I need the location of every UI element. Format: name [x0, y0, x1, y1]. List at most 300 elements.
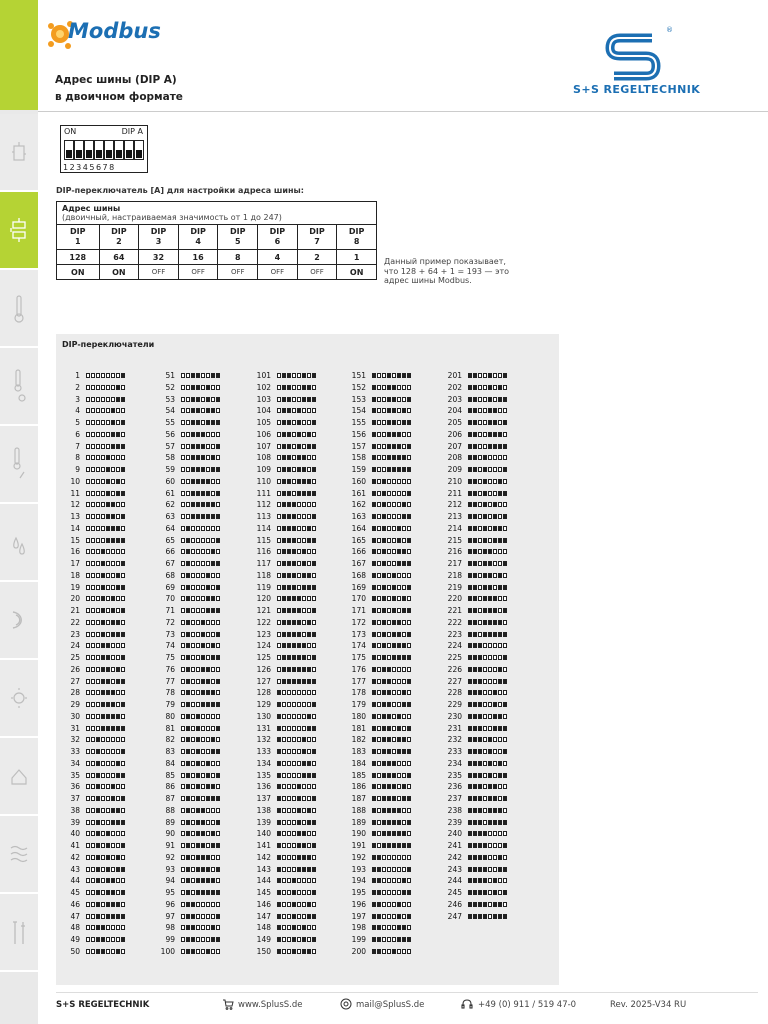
dip-combination-bit	[101, 373, 105, 378]
dip-combination-bit	[191, 526, 195, 531]
dip-combination-bit	[96, 937, 100, 942]
dip-combination-number: 10	[70, 476, 80, 486]
dip-combination-bit	[277, 655, 281, 660]
dip-combination-bit	[101, 867, 105, 872]
footer-mail-link[interactable]: mail@SplusS.de	[356, 1000, 425, 1010]
dip-combination-bit	[493, 820, 497, 825]
dip-combination-bit	[387, 549, 391, 554]
sidebar-item-3[interactable]	[0, 270, 38, 348]
dip-combination-bit	[302, 867, 306, 872]
dip-combination-bit	[503, 420, 507, 425]
dip-combination-bit	[277, 549, 281, 554]
dip-combination-row	[253, 887, 316, 898]
dip-combination-bit	[407, 831, 411, 836]
dip-combination-bit	[196, 867, 200, 872]
dip-combination-bit	[377, 643, 381, 648]
dip-combination-number: 62	[165, 500, 175, 510]
dip-combination-bit	[402, 843, 406, 848]
dip-header-number: 8	[353, 237, 360, 246]
dip-combination-number: 46	[70, 899, 80, 909]
dip-combination-bit	[116, 737, 120, 742]
dip-combination-bit	[216, 761, 220, 766]
dip-combination-pattern	[86, 479, 125, 484]
dip-combination-bit	[493, 397, 497, 402]
dip-combination-bit	[473, 831, 477, 836]
dip-combination-bit	[292, 397, 296, 402]
dip-combination-bit	[106, 643, 110, 648]
dip-combination-bit	[106, 890, 110, 895]
sidebar-item-11[interactable]	[0, 894, 38, 972]
dip-combination-bit	[287, 408, 291, 413]
dip-combination-bit	[211, 596, 215, 601]
dip-combination-bit	[503, 878, 507, 883]
dip-combination-bit	[106, 843, 110, 848]
dip-combination-bit	[201, 538, 205, 543]
dip-combination-bit	[483, 549, 487, 554]
dip-combination-pattern	[372, 867, 411, 872]
dip-combination-bit	[282, 420, 286, 425]
dip-combination-bit	[206, 491, 210, 496]
dip-combination-bit	[483, 455, 487, 460]
dip-combination-number: 238	[447, 805, 462, 815]
dip-combination-bit	[282, 573, 286, 578]
dip-combination-bit	[312, 761, 316, 766]
dip-combination-bit	[503, 385, 507, 390]
dip-combination-bit	[392, 749, 396, 754]
dip-combination-bit	[91, 397, 95, 402]
dip-combination-pattern	[277, 491, 316, 496]
dip-combination-bit	[297, 455, 301, 460]
dip-combination-bit	[181, 455, 185, 460]
dip-combination-row	[348, 699, 411, 710]
dip-combination-bit	[478, 502, 482, 507]
dip-combination-bit	[101, 855, 105, 860]
dip-combination-row	[62, 922, 125, 933]
dip-combination-bit	[392, 890, 396, 895]
dip-combination-bit	[277, 808, 281, 813]
dip-combination-bit	[297, 679, 301, 684]
dip-combination-bit	[307, 420, 311, 425]
dip-combination-bit	[116, 455, 120, 460]
dip-combination-bit	[312, 444, 316, 449]
dip-combination-pattern	[372, 714, 411, 719]
dip-combination-bit	[377, 831, 381, 836]
dip-combination-pattern	[181, 690, 220, 695]
dip-combination-bit	[307, 373, 311, 378]
dip-combination-row	[253, 805, 316, 816]
dip-combination-bit	[201, 714, 205, 719]
dip-combination-bit	[468, 526, 472, 531]
dip-combination-bit	[106, 796, 110, 801]
dip-combination-bit	[181, 949, 185, 954]
dip-combination-bit	[478, 526, 482, 531]
dip-combination-bit	[181, 538, 185, 543]
dip-combination-bit	[186, 773, 190, 778]
dip-combination-bit	[196, 479, 200, 484]
dip-combination-pattern	[372, 655, 411, 660]
dip-combination-bit	[106, 690, 110, 695]
dip-combination-row	[348, 852, 411, 863]
dip-combination-row	[444, 699, 507, 710]
dip-combination-bit	[96, 878, 100, 883]
dip-combination-bit	[493, 596, 497, 601]
drops-icon	[10, 522, 28, 562]
dip-combination-bit	[191, 749, 195, 754]
dip-combination-bit	[111, 949, 115, 954]
dip-combination-bit	[498, 667, 502, 672]
sidebar-item-9[interactable]	[0, 738, 38, 816]
dip-combination-bit	[196, 573, 200, 578]
dip-combination-bit	[402, 538, 406, 543]
dip-combination-bit	[493, 714, 497, 719]
dip-combination-bit	[111, 643, 115, 648]
dip-combination-bit	[292, 902, 296, 907]
dip-combination-bit	[196, 397, 200, 402]
sidebar-item-7[interactable]	[0, 582, 38, 660]
dip-combination-number: 169	[351, 582, 366, 592]
dip-combination-row	[62, 828, 125, 839]
dip-combination-bit	[211, 502, 215, 507]
dip-combination-row	[348, 429, 411, 440]
dip-combination-number: 74	[165, 641, 175, 651]
dip-combination-number: 122	[256, 617, 271, 627]
dip-combination-pattern	[277, 408, 316, 413]
dip-combination-bit	[473, 585, 477, 590]
dip-combination-pattern	[181, 632, 220, 637]
dip-combination-bit	[106, 784, 110, 789]
dip-combination-number: 243	[447, 864, 462, 874]
dip-combination-row	[253, 699, 316, 710]
dip-combination-bit	[111, 573, 115, 578]
dip-state-cell: OFF	[218, 265, 258, 280]
dip-combination-bit	[473, 761, 477, 766]
dip-combination-bit	[307, 831, 311, 836]
dip-combination-bit	[503, 467, 507, 472]
sidebar-item-10[interactable]	[0, 816, 38, 894]
sidebar-item-5[interactable]	[0, 426, 38, 504]
dip-combination-bit	[116, 643, 120, 648]
dip-combination-bit	[387, 538, 391, 543]
dip-combination-row	[444, 723, 507, 734]
dip-combination-bit	[277, 538, 281, 543]
dip-combination-bit	[91, 902, 95, 907]
dip-combination-bit	[297, 561, 301, 566]
dip-combination-number: 45	[70, 888, 80, 897]
dip-combination-bit	[488, 491, 492, 496]
dip-combination-bit	[387, 749, 391, 754]
dip-combination-bit	[277, 679, 281, 684]
dip-combination-row	[62, 676, 125, 687]
dip-combination-bit	[387, 796, 391, 801]
dip-combination-bit	[503, 784, 507, 789]
dip-combination-pattern	[468, 726, 507, 731]
dip-combination-bit	[216, 679, 220, 684]
dip-combination-number: 153	[351, 394, 366, 404]
dip-combination-bit	[372, 925, 376, 930]
dip-combination-row	[348, 593, 411, 604]
dip-combination-bit	[387, 773, 391, 778]
dip-combination-bit	[196, 784, 200, 789]
dip-combination-bit	[86, 479, 90, 484]
dip-combination-number: 182	[351, 735, 366, 745]
dip-combination-row	[348, 887, 411, 898]
dip-combination-bit	[498, 526, 502, 531]
dip-combination-bit	[382, 491, 386, 496]
dip-combination-bit	[312, 937, 316, 942]
dip-combination-bit	[287, 643, 291, 648]
page-title-line2: в двоичном формате	[55, 91, 183, 103]
dip-combination-bit	[186, 655, 190, 660]
footer-web-link[interactable]: www.SplusS.de	[238, 1000, 303, 1010]
dip-combination-bit	[211, 549, 215, 554]
dip-combination-bit	[503, 432, 507, 437]
dip-combination-bit	[96, 737, 100, 742]
dip-combination-bit	[211, 444, 215, 449]
dip-combination-bit	[473, 467, 477, 472]
dip-combination-bit	[206, 667, 210, 672]
dip-combination-bit	[211, 702, 215, 707]
dip-combination-bit	[382, 914, 386, 919]
dip-combination-number: 186	[351, 782, 366, 792]
dip-combination-bit	[302, 925, 306, 930]
dip-combination-pattern	[277, 831, 316, 836]
dip-combination-bit	[468, 514, 472, 519]
dip-combination-bit	[468, 397, 472, 402]
dip-combination-bit	[106, 444, 110, 449]
dip-combination-pattern	[86, 467, 125, 472]
sidebar-item-1[interactable]	[0, 114, 38, 192]
dip-combination-bit	[397, 538, 401, 543]
dip-combination-bit	[488, 502, 492, 507]
dip-combination-bit	[397, 890, 401, 895]
dip-combination-pattern	[86, 573, 125, 578]
dip-combination-bit	[372, 514, 376, 519]
dip-combination-row	[157, 640, 220, 651]
dip-combination-bit	[206, 914, 210, 919]
dip-combination-bit	[483, 373, 487, 378]
dip-combination-number: 224	[447, 641, 462, 651]
dip-combination-bit	[483, 890, 487, 895]
dip-combination-bit	[382, 702, 386, 707]
dip-combination-bit	[407, 714, 411, 719]
dip-header-label: DIP	[190, 227, 206, 236]
dip-combination-bit	[473, 914, 477, 919]
sidebar-item-6[interactable]	[0, 504, 38, 582]
dip-combination-row	[157, 499, 220, 510]
dip-combination-bit	[488, 455, 492, 460]
dip-combination-pattern	[277, 643, 316, 648]
dip-combination-bit	[116, 526, 120, 531]
dip-combination-bit	[216, 420, 220, 425]
dip-combination-number: 66	[165, 547, 175, 557]
dip-combination-bit	[86, 726, 90, 731]
dip-combination-bit	[101, 831, 105, 836]
dip-combination-row	[444, 370, 507, 381]
sensor-icon	[10, 132, 28, 172]
dip-combination-bit	[201, 408, 205, 413]
dip-combination-bit	[483, 385, 487, 390]
dip-combination-bit	[96, 467, 100, 472]
dip-illustration-switch	[84, 140, 94, 160]
dip-combination-bit	[468, 726, 472, 731]
dip-combination-row	[348, 464, 411, 475]
dip-combination-bit	[503, 491, 507, 496]
dip-combination-bit	[121, 573, 125, 578]
dip-combination-bit	[91, 784, 95, 789]
dip-combination-bit	[392, 561, 396, 566]
dip-combination-bit	[397, 514, 401, 519]
dip-combination-bit	[287, 949, 291, 954]
dip-combination-bit	[282, 878, 286, 883]
dip-combination-number: 110	[256, 476, 271, 486]
dip-combination-bit	[201, 749, 205, 754]
dip-combination-number: 39	[70, 817, 80, 827]
dip-combination-bit	[277, 890, 281, 895]
sidebar-item-8[interactable]	[0, 660, 38, 738]
dip-combination-bit	[106, 596, 110, 601]
dip-combination-bit	[478, 573, 482, 578]
dip-combination-bit	[186, 432, 190, 437]
dip-combination-bit	[488, 397, 492, 402]
dip-combination-bit	[181, 620, 185, 625]
dip-combination-bit	[206, 561, 210, 566]
dip-combination-number: 79	[165, 700, 175, 709]
dip-combination-pattern	[372, 855, 411, 860]
dip-combination-bit	[116, 808, 120, 813]
dip-combination-bit	[106, 549, 110, 554]
dip-combination-bit	[488, 526, 492, 531]
dip-combination-bit	[101, 596, 105, 601]
dip-combination-row	[157, 840, 220, 851]
dip-combination-bit	[302, 855, 306, 860]
dip-combination-bit	[407, 925, 411, 930]
dip-combination-bit	[473, 432, 477, 437]
dip-combination-bit	[282, 949, 286, 954]
dip-combination-bit	[86, 455, 90, 460]
dip-combination-bit	[302, 608, 306, 613]
dip-combination-bit	[216, 538, 220, 543]
dip-combination-bit	[282, 585, 286, 590]
dip-combination-bit	[488, 549, 492, 554]
dip-combination-bit	[106, 820, 110, 825]
dip-combination-bit	[407, 514, 411, 519]
dip-combination-bit	[488, 714, 492, 719]
dip-combination-bit	[287, 702, 291, 707]
dip-combination-bit	[101, 949, 105, 954]
dip-combination-bit	[312, 432, 316, 437]
dip-combination-bit	[211, 397, 215, 402]
dip-combination-bit	[287, 432, 291, 437]
dip-combination-bit	[86, 702, 90, 707]
dip-combination-bit	[287, 831, 291, 836]
dip-combination-pattern	[372, 444, 411, 449]
dip-combination-bit	[201, 502, 205, 507]
dip-combination-bit	[186, 585, 190, 590]
dip-combination-bit	[493, 796, 497, 801]
dip-combination-bit	[277, 455, 281, 460]
dip-combination-bit	[302, 479, 306, 484]
dip-combination-row	[444, 464, 507, 475]
dip-combination-bit	[478, 514, 482, 519]
dip-combination-row	[444, 758, 507, 769]
dip-combination-row	[157, 664, 220, 675]
dip-combination-pattern	[372, 373, 411, 378]
dip-combination-bit	[307, 937, 311, 942]
dip-combination-bit	[377, 902, 381, 907]
dip-combination-bit	[96, 491, 100, 496]
dip-combination-bit	[503, 843, 507, 848]
dip-combination-bit	[493, 890, 497, 895]
dip-combination-bit	[91, 843, 95, 848]
dip-combination-bit	[498, 491, 502, 496]
house-icon	[10, 756, 28, 796]
dip-combination-bit	[402, 385, 406, 390]
dip-combination-bit	[387, 620, 391, 625]
dip-combination-bit	[382, 867, 386, 872]
dip-combination-bit	[478, 655, 482, 660]
dip-combination-bit	[292, 408, 296, 413]
dip-combination-number: 163	[351, 512, 366, 521]
dip-combination-bit	[397, 784, 401, 789]
dip-combination-bit	[201, 737, 205, 742]
dip-combination-bit	[312, 667, 316, 672]
dip-combination-bit	[211, 831, 215, 836]
dip-combination-bit	[297, 843, 301, 848]
dip-combination-bit	[312, 878, 316, 883]
dip-combination-bit	[201, 514, 205, 519]
dip-combination-bit	[307, 408, 311, 413]
dip-combination-bit	[312, 608, 316, 613]
sidebar-item-2[interactable]	[0, 192, 38, 270]
dip-combination-bit	[96, 608, 100, 613]
dip-combination-bit	[302, 773, 306, 778]
dip-state-cell: OFF	[178, 265, 218, 280]
dip-combination-number: 200	[351, 946, 366, 956]
dip-combination-bit	[407, 784, 411, 789]
dip-combination-bit	[402, 890, 406, 895]
dip-combination-bit	[473, 526, 477, 531]
dip-combination-bit	[473, 702, 477, 707]
dip-combination-bit	[96, 549, 100, 554]
sidebar-item-4[interactable]	[0, 348, 38, 426]
dip-combination-pattern	[372, 502, 411, 507]
dip-combination-bit	[201, 620, 205, 625]
dip-combination-bit	[91, 491, 95, 496]
dip-combination-bit	[277, 855, 281, 860]
dip-combination-bit	[382, 831, 386, 836]
dip-combination-bit	[106, 455, 110, 460]
dip-combination-bit	[196, 408, 200, 413]
dip-combination-number: 132	[256, 735, 271, 745]
dip-combination-bit	[86, 526, 90, 531]
dip-combination-number: 164	[351, 523, 366, 533]
dip-combination-bit	[377, 878, 381, 883]
dip-combination-bit	[277, 843, 281, 848]
dip-combination-number: 228	[447, 688, 462, 698]
dip-combination-bit	[86, 820, 90, 825]
dip-combination-bit	[106, 773, 110, 778]
dip-combination-bit	[387, 843, 391, 848]
dip-combination-bit	[86, 467, 90, 472]
dip-combination-number: 152	[351, 382, 366, 392]
dip-header-number: 6	[274, 237, 281, 246]
dip-combination-row	[62, 617, 125, 628]
dip-combination-number: 48	[70, 923, 80, 933]
dip-combination-bit	[407, 561, 411, 566]
dip-combination-bit	[186, 596, 190, 601]
dip-combination-bit	[216, 867, 220, 872]
dip-combination-bit	[493, 585, 497, 590]
